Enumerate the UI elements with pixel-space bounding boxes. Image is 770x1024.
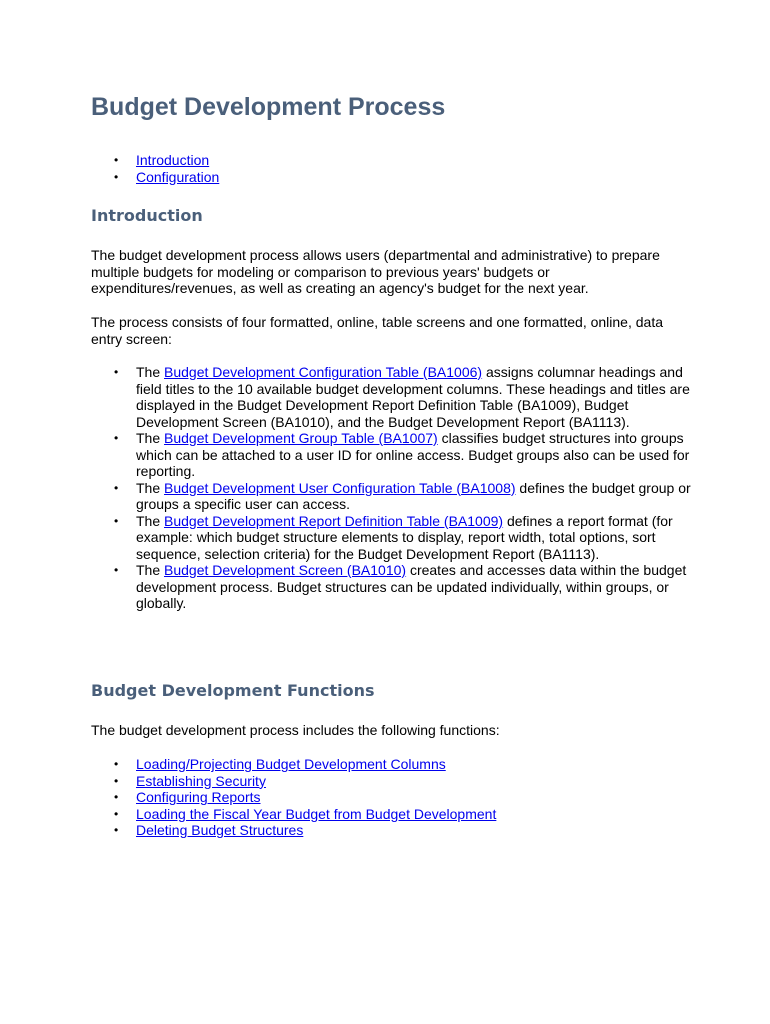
- bullet-icon: •: [114, 790, 119, 804]
- list-item: [91, 364, 691, 430]
- list-item: [91, 822, 691, 839]
- functions-paragraph: The budget development process includes the following functions:: [91, 722, 500, 738]
- item-description: creates and accesses data within the budget development process. Budget structures can be updated individually, within groups, or globally.: [136, 562, 687, 611]
- bullet-icon: •: [114, 431, 119, 445]
- section-heading-introduction: Introduction: [91, 206, 203, 225]
- bullet-icon: •: [114, 365, 119, 379]
- toc-link-configuration[interactable]: Configuration: [136, 168, 220, 185]
- bullet-icon: •: [114, 169, 119, 184]
- item-description: classifies budget structures into groups which can be attached to a user ID for online access. Budget groups also can be used for reporting.: [136, 430, 690, 479]
- link-ba1010[interactable]: Budget Development Screen (BA1010): [164, 562, 407, 578]
- list-item: [91, 756, 691, 773]
- link-deleting-structures[interactable]: Deleting Budget Structures: [136, 822, 304, 838]
- bullet-icon: •: [114, 480, 119, 495]
- toc-list: [91, 152, 691, 185]
- link-ba1009[interactable]: Budget Development Report Definition Table (BA1009): [164, 512, 504, 529]
- bullet-icon: •: [114, 563, 119, 577]
- toc-item: [91, 169, 691, 186]
- link-loading-fiscal-year[interactable]: Loading the Fiscal Year Budget from Budget Development: [136, 805, 497, 822]
- list-item: [91, 789, 691, 806]
- link-ba1006[interactable]: Budget Development Configuration Table (BA1006): [164, 364, 483, 380]
- intro-paragraph: The budget development process allows users (departmental and administrative) to prepare multiple budgets for modeling or comparison to previous years' budgets or expenditures/revenues, as well as creating an agency's budget for the next year.: [91, 247, 660, 296]
- bullet-icon: •: [114, 823, 119, 837]
- bullet-icon: •: [114, 757, 119, 771]
- screens-list: [91, 364, 691, 612]
- list-item: [91, 773, 691, 790]
- list-item: [91, 430, 691, 480]
- bullet-icon: •: [114, 153, 119, 167]
- link-establishing-security[interactable]: Establishing Security: [136, 772, 266, 789]
- list-item: [91, 480, 691, 513]
- list-item: [91, 562, 691, 612]
- toc-link-introduction[interactable]: Introduction: [136, 152, 210, 168]
- page-title: Budget Development Process: [91, 93, 446, 121]
- list-item: [91, 513, 691, 563]
- bullet-icon: •: [114, 513, 119, 528]
- list-item: [91, 806, 691, 823]
- item-prefix: The: [136, 562, 165, 578]
- screens-paragraph: The process consists of four formatted, online, table screens and one formatted, online, data entry screen:: [91, 314, 663, 347]
- link-loading-projecting[interactable]: Loading/Projecting Budget Development Columns: [136, 756, 446, 772]
- item-prefix: The: [136, 512, 165, 529]
- item-prefix: The: [136, 364, 165, 380]
- item-description: assigns columnar headings and field titles to the 10 available budget development columns. These headings and titles are displayed in the Budget Development Report Definition Table (BA1009), Budget Development Screen (BA1010), and the Budget Development Report (BA1113).: [136, 364, 690, 430]
- item-description: defines a report format (for example: which budget structure elements to display, report width, total options, sort sequence, selection criteria) for the Budget Development Report (BA1113).: [136, 512, 673, 562]
- toc-item: [91, 152, 691, 169]
- bullet-icon: •: [114, 806, 119, 821]
- functions-list: [91, 756, 691, 839]
- bullet-icon: •: [114, 773, 119, 788]
- link-ba1008[interactable]: Budget Development User Configuration Table (BA1008): [164, 479, 516, 496]
- item-prefix: The: [136, 430, 165, 446]
- link-ba1007[interactable]: Budget Development Group Table (BA1007): [164, 430, 438, 446]
- item-description: defines the budget group or groups a specific user can access.: [136, 479, 691, 512]
- item-prefix: The: [136, 479, 165, 496]
- section-heading-functions: Budget Development Functions: [91, 681, 375, 700]
- link-configuring-reports[interactable]: Configuring Reports: [136, 789, 261, 805]
